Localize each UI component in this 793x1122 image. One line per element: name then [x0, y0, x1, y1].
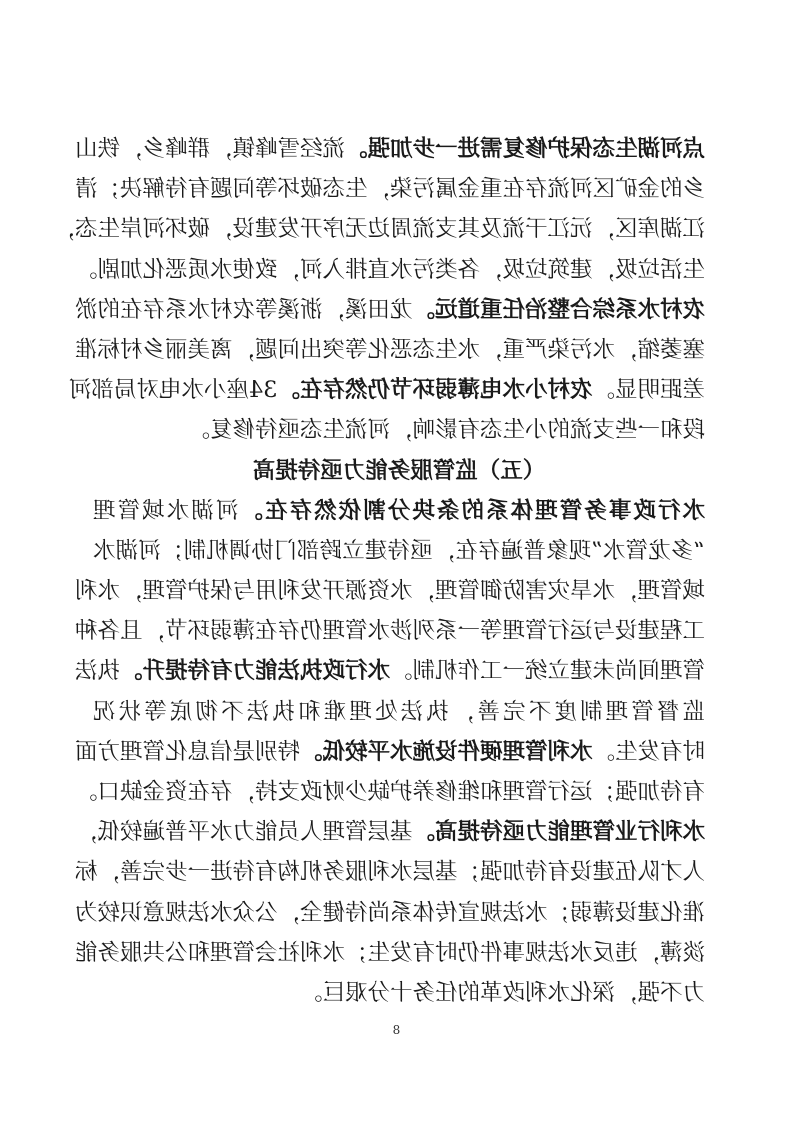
text-segment: 塞萎缩，水污染严重，水生态恶化等突出问题，离美丽乡村标准 [74, 336, 705, 363]
text-line [74, 852, 705, 892]
text-segment: 力不强，深化水利改革的任务十分艰巨。 [299, 979, 705, 1006]
text-segment: “多龙管水”现象普遍存在，亟待建立跨部门协调机制；河湖水 [93, 537, 705, 564]
text-line [74, 290, 705, 330]
text-segment: 管理间尚未建立统一工作机制。 [389, 658, 705, 685]
text-segment: 生活垃圾，建筑垃圾，各类污水直排入河，致使水质恶化加剧。 [74, 256, 705, 283]
text-line [93, 491, 705, 531]
text-segment: 乡的金矿区河流存在重金属污染，生态破坏等问题有待解决；清 [74, 176, 705, 203]
bold-text-segment: 水利管理硬件设施水平较低。 [299, 738, 593, 765]
bold-text-segment: 水行政事务管理体系的条块分割依然存在。 [238, 497, 705, 524]
text-line [74, 129, 705, 169]
text-segment: 34座小水电对局部河 [68, 377, 278, 404]
text-segment: 人才队伍建设有待加强；基层水利服务机构有待进一步完善，标 [74, 859, 705, 886]
text-line [74, 812, 705, 852]
text-segment: 执法 [74, 658, 120, 685]
text-line [74, 772, 705, 812]
bold-text-segment: 点河湖生态保护修复需进一步加强。 [344, 136, 705, 162]
text-line [74, 933, 705, 973]
text-segment: 龙田溪，浙溪等农村水系存在的淤 [74, 296, 413, 323]
text-line [93, 410, 705, 450]
text-segment: 淡薄，违反水法规事件仍时有发生；水利社会管理和公共服务能 [74, 939, 705, 966]
text-segment: 域管理，水旱灾害防御管理，水资源开发利用与保护管理，水利 [74, 578, 705, 605]
text-segment: 监督管理制度不完善，执法处理难和执法不彻底等状况 [93, 698, 705, 725]
text-segment: 河湖水域管理 [93, 497, 239, 524]
text-segment: 差距明显。 [592, 377, 705, 404]
text-segment: 特别是信息化管理方面 [74, 738, 300, 765]
text-segment: 段和一些支流的小生态有影响，河流生态亟待修复。 [187, 417, 705, 444]
bold-text-segment: 水行政执法能力有待提升。 [119, 658, 390, 685]
page-number: 8 [392, 1023, 401, 1037]
bold-text-segment: 水利行业管理能力亟待提高。 [412, 819, 705, 846]
text-segment: 准化建设薄弱；水法规宣传体系尚待健全，公众水法规意识较为 [74, 899, 705, 926]
section-heading [93, 451, 705, 491]
text-segment: 时有发生。 [592, 738, 705, 765]
text-line [93, 692, 705, 732]
text-line [74, 651, 705, 691]
text-line [74, 330, 705, 370]
text-line [74, 893, 705, 933]
text-line [93, 531, 705, 571]
text-segment: 流经雪峰镇，群峰乡，铁山 [74, 136, 345, 162]
text-line [52, 209, 705, 249]
bold-text-segment: 农村水系综合整治任重道远。 [412, 296, 705, 323]
text-line [74, 732, 705, 772]
body-text-mirrored [52, 129, 705, 1013]
bold-text-segment: 农村小水电薄弱环节仍然存在。 [277, 377, 593, 404]
text-line [68, 370, 705, 410]
text-line [74, 611, 705, 651]
text-line [74, 169, 705, 209]
text-line [74, 571, 705, 611]
text-segment: 有待加强；运行管理和维修养护缺少财政支持，存在资金缺口。 [74, 779, 705, 805]
text-segment: 工程建设与运行管理等一系列涉水管理仍存在薄弱环节，且各种 [74, 618, 705, 645]
text-segment: 江湖库区，沅江干流及其支流周边无序开发建设，破坏河岸生态， [52, 216, 705, 243]
text-line [74, 250, 705, 290]
bold-text-segment: （五）监管服务能力亟待提高 [252, 457, 546, 484]
text-line [93, 973, 705, 1013]
text-segment: 基层管理人员能力水平普遍较低， [74, 819, 413, 846]
